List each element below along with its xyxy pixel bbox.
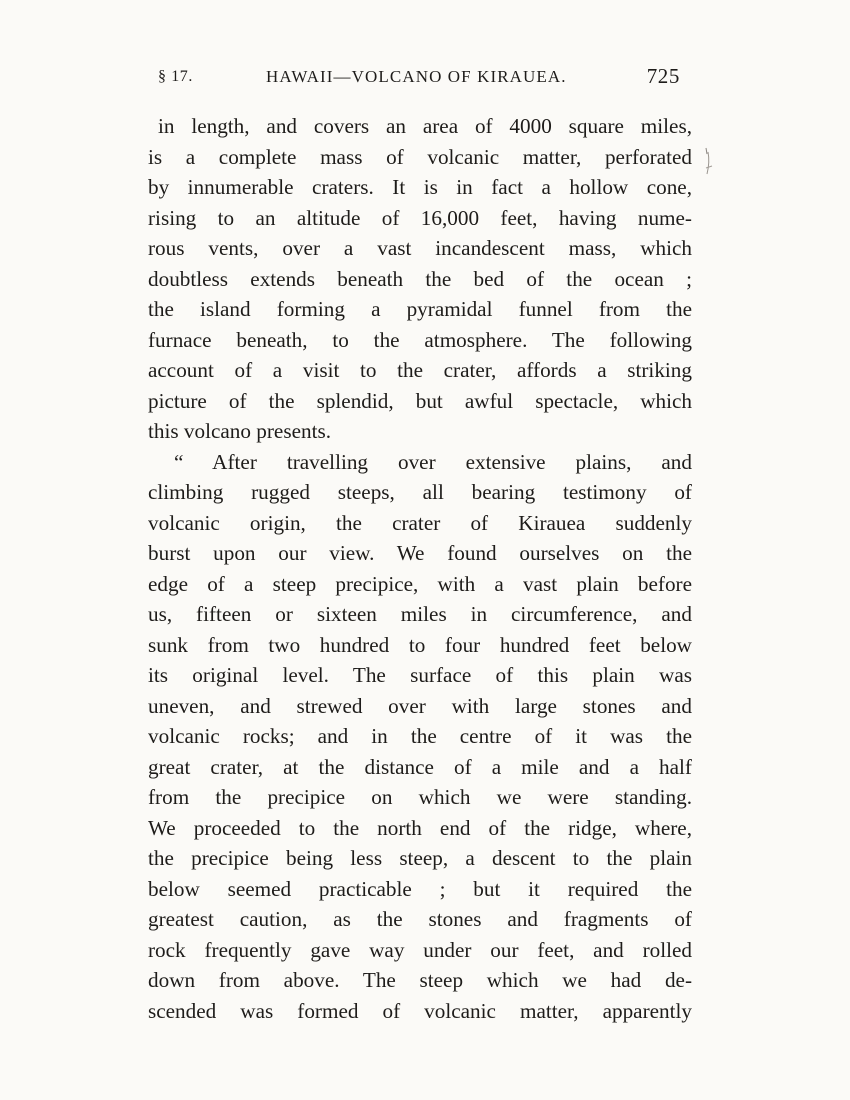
text-line: account of a visit to the crater, affords a striking [148,358,692,382]
text-line: greatest caution, as the stones and fragments of [148,907,692,931]
paragraph-start-line: “ After travelling over extensive plains, and [174,449,692,474]
text-line: down from above. The steep which we had de- [148,968,692,992]
running-title: HAWAII—VOLCANO OF KIRAUEA. [266,67,567,86]
text-line: by innumerable craters. It is in fact a hollow cone, [148,175,692,199]
text-line: rock frequently gave way under our feet, and rolled [148,937,692,962]
text-line: below seemed practicable ; but it required the [148,876,692,901]
margin-tick [707,152,709,174]
ink-speck [706,148,707,154]
text-line: us, fifteen or sixteen miles in circumference, and [148,602,692,626]
body-text [148,111,692,1026]
section-number: § 17. [158,68,193,85]
text-line: is a complete mass of volcanic matter, perforated [148,144,692,169]
page-number: 725 [646,64,680,88]
text-line: We proceeded to the north end of the ridge, where, [148,815,692,840]
text-line: its original level. The surface of this plain was [148,663,692,687]
text-line: rising to an altitude of 16,000 feet, having nume- [148,205,692,230]
text-line: uneven, and strewed over with large stones and [148,693,692,718]
text-line: the island forming a pyramidal funnel from the [148,297,692,321]
text-line: rous vents, over a vast incandescent mass, which [148,236,692,260]
margin-tick [706,166,712,168]
text-line: in length, and covers an area of 4000 square miles, [158,114,692,138]
text-line: sunk from two hundred to four hundred feet below [148,632,692,657]
text-line: scended was formed of volcanic matter, apparently [148,998,692,1023]
text-line: furnace beneath, to the atmosphere. The following [148,327,692,352]
text-line: from the precipice on which we were standing. [148,785,692,809]
text-line: volcanic origin, the crater of Kirauea suddenly [148,510,692,535]
paragraph-end-line: this volcano presents. [148,419,332,443]
running-header [158,64,680,92]
text-line: burst upon our view. We found ourselves on the [148,541,692,565]
text-line: volcanic rocks; and in the centre of it was the [148,724,692,748]
text-line: great crater, at the distance of a mile and a half [148,754,692,779]
text-line: the precipice being less steep, a descent to the plain [148,846,692,870]
text-line: climbing rugged steeps, all bearing testimony of [148,480,692,504]
text-line: picture of the splendid, but awful spectacle, which [148,388,692,413]
text-line: edge of a steep precipice, with a vast plain before [148,571,692,596]
text-line: doubtless extends beneath the bed of the ocean ; [148,266,692,291]
